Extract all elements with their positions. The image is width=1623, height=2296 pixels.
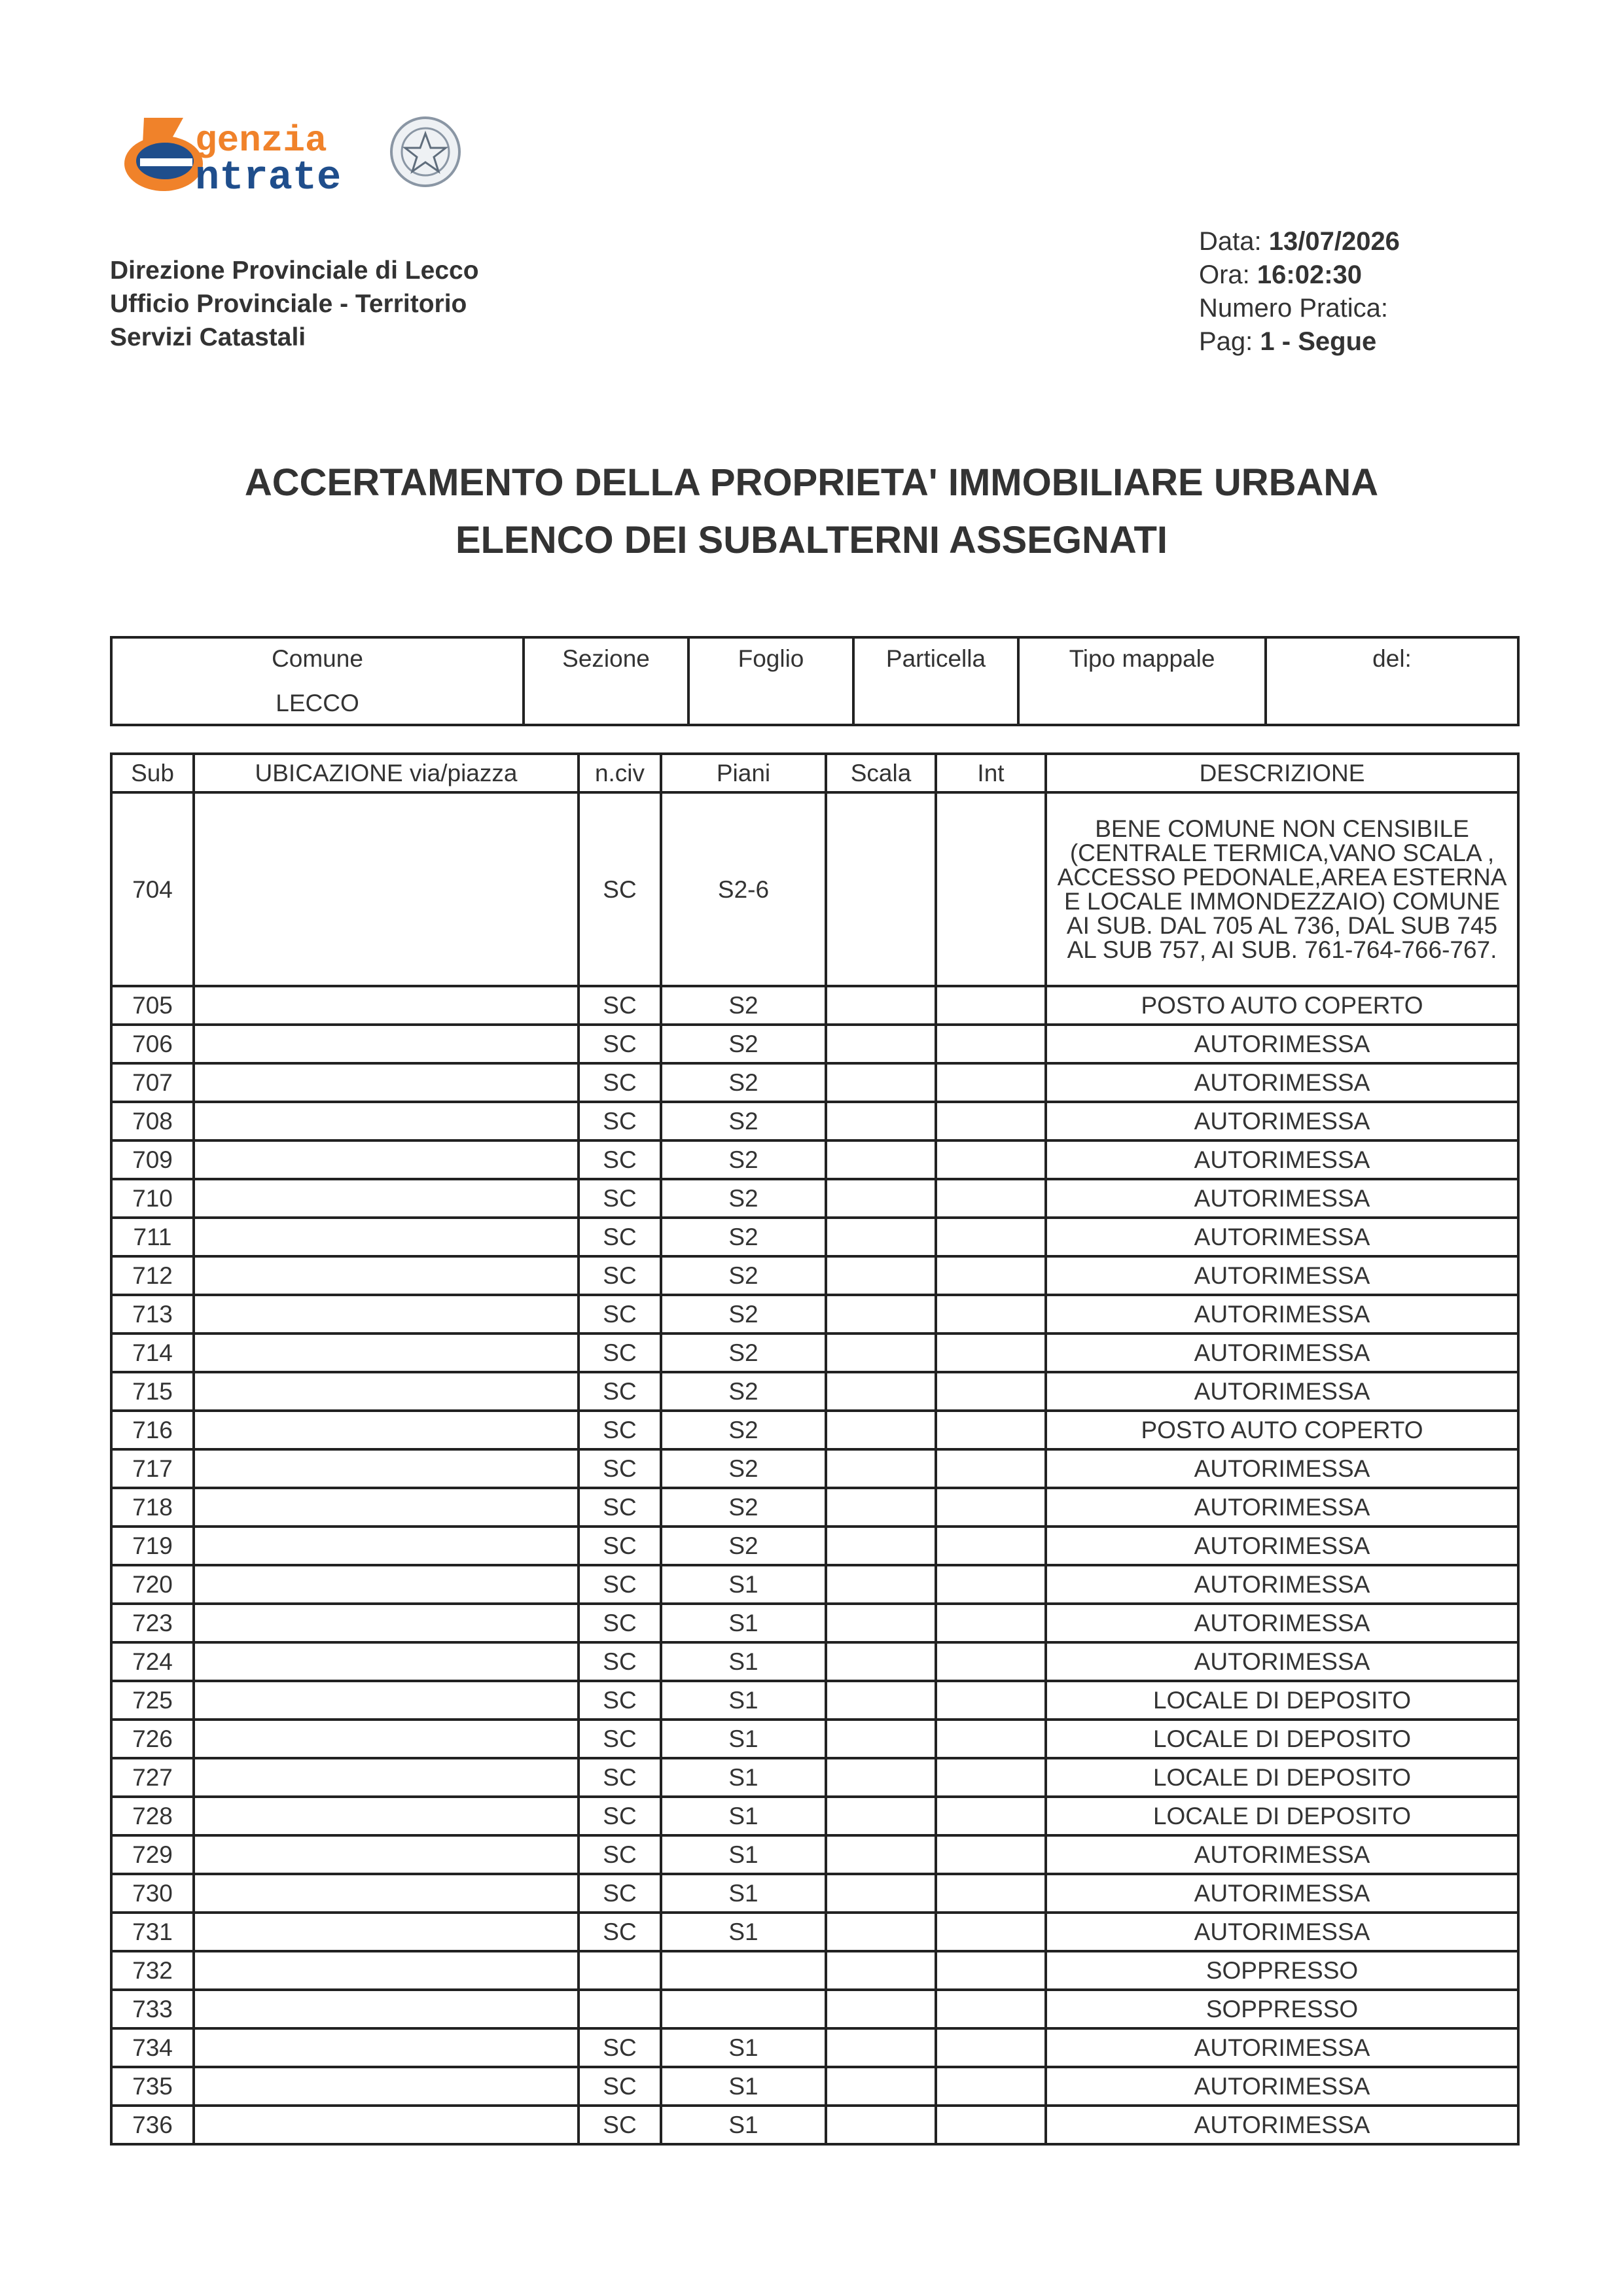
sub-cell: 716	[111, 1411, 194, 1449]
nciv-cell: SC	[579, 1449, 661, 1488]
table-row	[111, 1411, 1518, 1449]
piani-cell: S2	[661, 1488, 826, 1527]
particella-label: Particella	[885, 645, 986, 672]
col-ubicazione-header: UBICAZIONE via/piazza	[194, 754, 579, 792]
piani-cell: S1	[661, 1758, 826, 1797]
piani-cell: S1	[661, 1797, 826, 1835]
scala-cell	[826, 2106, 936, 2144]
piani-cell: S2	[661, 1411, 826, 1449]
descrizione-cell: AUTORIMESSA	[1046, 1179, 1518, 1218]
nciv-cell: SC	[579, 1025, 661, 1063]
table-row	[111, 1527, 1518, 1565]
ubicazione-cell	[194, 1449, 579, 1488]
foglio-label: Foglio	[738, 645, 804, 672]
piani-cell: S2	[661, 1140, 826, 1179]
sezione-cell	[524, 637, 688, 725]
table-row	[111, 2106, 1518, 2144]
ubicazione-cell	[194, 2106, 579, 2144]
sub-cell: 709	[111, 1140, 194, 1179]
table-header-row	[111, 754, 1518, 792]
table-row	[111, 1218, 1518, 1256]
tipo-mappale-label: Tipo mappale	[1069, 645, 1215, 672]
nciv-cell: SC	[579, 1874, 661, 1913]
foglio-cell	[688, 637, 853, 725]
nciv-cell: SC	[579, 1797, 661, 1835]
document-title	[0, 454, 1623, 569]
scala-cell	[826, 1951, 936, 1990]
ubicazione-cell	[194, 1758, 579, 1797]
piani-cell: S2	[661, 1063, 826, 1102]
descrizione-cell: SOPPRESSO	[1046, 1990, 1518, 2028]
descrizione-cell: AUTORIMESSA	[1046, 1333, 1518, 1372]
sub-cell: 720	[111, 1565, 194, 1604]
title-line-1: ACCERTAMENTO DELLA PROPRIETA' IMMOBILIARE URBANA	[244, 461, 1379, 504]
piani-cell: S1	[661, 2106, 826, 2144]
sub-cell: 727	[111, 1758, 194, 1797]
date-label: Data:	[1199, 227, 1262, 256]
ubicazione-cell	[194, 1720, 579, 1758]
agenzia-entrate-logo	[118, 105, 471, 209]
table-row	[111, 1681, 1518, 1720]
nciv-cell: SC	[579, 1372, 661, 1411]
time-value: 16:02:30	[1257, 260, 1363, 289]
sub-cell: 704	[111, 792, 194, 986]
ubicazione-cell	[194, 1642, 579, 1681]
piani-cell: S2	[661, 1449, 826, 1488]
nciv-cell: SC	[579, 1295, 661, 1333]
nciv-cell: SC	[579, 1333, 661, 1372]
ubicazione-cell	[194, 1797, 579, 1835]
int-cell	[936, 1256, 1046, 1295]
piani-cell: S1	[661, 1835, 826, 1874]
scala-cell	[826, 1488, 936, 1527]
sub-cell: 724	[111, 1642, 194, 1681]
ubicazione-cell	[194, 1411, 579, 1449]
nciv-cell: SC	[579, 1256, 661, 1295]
del-label: del:	[1372, 645, 1412, 672]
int-cell	[936, 792, 1046, 986]
ubicazione-cell	[194, 1835, 579, 1874]
nciv-cell: SC	[579, 1642, 661, 1681]
piani-cell: S2-6	[661, 792, 826, 986]
int-cell	[936, 2028, 1046, 2067]
ubicazione-cell	[194, 1951, 579, 1990]
nciv-cell: SC	[579, 1218, 661, 1256]
piani-cell: S1	[661, 1565, 826, 1604]
sub-cell: 730	[111, 1874, 194, 1913]
sub-cell: 728	[111, 1797, 194, 1835]
int-cell	[936, 1604, 1046, 1642]
descrizione-cell: POSTO AUTO COPERTO	[1046, 1411, 1518, 1449]
nciv-cell: SC	[579, 1720, 661, 1758]
piani-cell: S1	[661, 1642, 826, 1681]
comune-value: LECCO	[276, 690, 359, 716]
ubicazione-cell	[194, 1179, 579, 1218]
tipo-mappale-cell	[1018, 637, 1266, 725]
int-cell	[936, 1372, 1046, 1411]
sub-cell: 713	[111, 1295, 194, 1333]
nciv-cell: SC	[579, 1102, 661, 1140]
scala-cell	[826, 2067, 936, 2106]
nciv-cell: SC	[579, 1527, 661, 1565]
sub-cell: 723	[111, 1604, 194, 1642]
descrizione-cell: AUTORIMESSA	[1046, 1565, 1518, 1604]
nciv-cell: SC	[579, 1411, 661, 1449]
table-row	[111, 1102, 1518, 1140]
int-cell	[936, 986, 1046, 1025]
int-cell	[936, 1720, 1046, 1758]
ubicazione-cell	[194, 1218, 579, 1256]
nciv-cell	[579, 1990, 661, 2028]
int-cell	[936, 1681, 1046, 1720]
logo-text-top: genzia	[195, 120, 327, 162]
scala-cell	[826, 1179, 936, 1218]
sub-cell: 714	[111, 1333, 194, 1372]
sub-cell: 719	[111, 1527, 194, 1565]
sub-cell: 705	[111, 986, 194, 1025]
nciv-cell: SC	[579, 1063, 661, 1102]
table-row	[111, 1565, 1518, 1604]
table-row	[111, 1642, 1518, 1681]
sub-cell: 708	[111, 1102, 194, 1140]
int-cell	[936, 2106, 1046, 2144]
table-row	[111, 1604, 1518, 1642]
ubicazione-cell	[194, 986, 579, 1025]
descrizione-cell: AUTORIMESSA	[1046, 1449, 1518, 1488]
table-row	[111, 1797, 1518, 1835]
ubicazione-cell	[194, 1604, 579, 1642]
scala-cell	[826, 1797, 936, 1835]
piani-cell: S1	[661, 1874, 826, 1913]
piani-cell: S1	[661, 2028, 826, 2067]
sub-cell: 725	[111, 1681, 194, 1720]
col-scala-header: Scala	[826, 754, 936, 792]
piani-cell: S2	[661, 1025, 826, 1063]
col-descrizione-header: DESCRIZIONE	[1046, 754, 1518, 792]
ubicazione-cell	[194, 1488, 579, 1527]
ubicazione-cell	[194, 1063, 579, 1102]
office-line-3: Servizi Catastali	[110, 323, 306, 351]
table-row	[111, 1063, 1518, 1102]
comune-label: Comune	[272, 645, 363, 672]
scala-cell	[826, 1063, 936, 1102]
comune-cell	[111, 637, 524, 725]
descrizione-cell: LOCALE DI DEPOSITO	[1046, 1681, 1518, 1720]
piani-cell: S1	[661, 1604, 826, 1642]
piani-cell: S2	[661, 1256, 826, 1295]
sub-cell: 710	[111, 1179, 194, 1218]
table-row	[111, 1990, 1518, 2028]
page-label: Pag:	[1199, 327, 1253, 356]
particella-cell	[853, 637, 1018, 725]
italian-emblem-icon	[391, 118, 459, 186]
col-nciv-header: n.civ	[579, 754, 661, 792]
nciv-cell	[579, 1951, 661, 1990]
descrizione-cell: AUTORIMESSA	[1046, 1913, 1518, 1951]
scala-cell	[826, 1295, 936, 1333]
ubicazione-cell	[194, 1333, 579, 1372]
col-int-header: Int	[936, 754, 1046, 792]
scala-cell	[826, 1449, 936, 1488]
table-row	[111, 1449, 1518, 1488]
descrizione-cell: LOCALE DI DEPOSITO	[1046, 1720, 1518, 1758]
scala-cell	[826, 1642, 936, 1681]
nciv-cell: SC	[579, 1488, 661, 1527]
piani-cell: S2	[661, 1295, 826, 1333]
ubicazione-cell	[194, 1025, 579, 1063]
piani-cell	[661, 1951, 826, 1990]
ubicazione-cell	[194, 792, 579, 986]
descrizione-cell: POSTO AUTO COPERTO	[1046, 986, 1518, 1025]
date-value: 13/07/2026	[1268, 227, 1400, 256]
ubicazione-cell	[194, 1295, 579, 1333]
descrizione-cell: AUTORIMESSA	[1046, 2028, 1518, 2067]
table-row	[111, 986, 1518, 1025]
scala-cell	[826, 1565, 936, 1604]
sub-cell: 726	[111, 1720, 194, 1758]
ubicazione-cell	[194, 1565, 579, 1604]
scala-cell	[826, 1913, 936, 1951]
nciv-cell: SC	[579, 1681, 661, 1720]
del-cell	[1266, 637, 1518, 725]
scala-cell	[826, 1527, 936, 1565]
table-row	[111, 1758, 1518, 1797]
nciv-cell: SC	[579, 2028, 661, 2067]
table-row	[111, 1372, 1518, 1411]
logo-text-bottom: ntrate	[195, 154, 342, 201]
int-cell	[936, 1835, 1046, 1874]
scala-cell	[826, 1758, 936, 1797]
table-row	[111, 2028, 1518, 2067]
nciv-cell: SC	[579, 1758, 661, 1797]
nciv-cell: SC	[579, 1140, 661, 1179]
document-meta	[1199, 225, 1400, 359]
int-cell	[936, 1990, 1046, 2028]
sub-cell: 735	[111, 2067, 194, 2106]
piani-cell	[661, 1990, 826, 2028]
sub-cell: 712	[111, 1256, 194, 1295]
table-row	[111, 2067, 1518, 2106]
practice-label: Numero Pratica:	[1199, 294, 1388, 323]
table-row	[111, 1025, 1518, 1063]
scala-cell	[826, 1140, 936, 1179]
table-row	[111, 1835, 1518, 1874]
piani-cell: S1	[661, 1681, 826, 1720]
nciv-cell: SC	[579, 792, 661, 986]
descrizione-cell: AUTORIMESSA	[1046, 1140, 1518, 1179]
int-cell	[936, 1913, 1046, 1951]
scala-cell	[826, 1411, 936, 1449]
table-row	[111, 1333, 1518, 1372]
sub-cell: 734	[111, 2028, 194, 2067]
descrizione-cell: AUTORIMESSA	[1046, 1102, 1518, 1140]
int-cell	[936, 1449, 1046, 1488]
descrizione-cell: AUTORIMESSA	[1046, 2106, 1518, 2144]
sezione-label: Sezione	[562, 645, 650, 672]
sub-cell: 707	[111, 1063, 194, 1102]
table-row	[111, 1488, 1518, 1527]
col-piani-header: Piani	[661, 754, 826, 792]
int-cell	[936, 2067, 1046, 2106]
int-cell	[936, 1758, 1046, 1797]
int-cell	[936, 1102, 1046, 1140]
ubicazione-cell	[194, 1102, 579, 1140]
sub-cell: 729	[111, 1835, 194, 1874]
piani-cell: S2	[661, 1333, 826, 1372]
scala-cell	[826, 1604, 936, 1642]
piani-cell: S2	[661, 1527, 826, 1565]
ubicazione-cell	[194, 1256, 579, 1295]
int-cell	[936, 1295, 1046, 1333]
sub-cell: 733	[111, 1990, 194, 2028]
int-cell	[936, 1411, 1046, 1449]
sub-cell: 736	[111, 2106, 194, 2144]
scala-cell	[826, 1681, 936, 1720]
int-cell	[936, 1179, 1046, 1218]
sub-cell: 717	[111, 1449, 194, 1488]
int-cell	[936, 1218, 1046, 1256]
table-row	[111, 1140, 1518, 1179]
scala-cell	[826, 1990, 936, 2028]
nciv-cell: SC	[579, 2106, 661, 2144]
descrizione-cell: AUTORIMESSA	[1046, 1295, 1518, 1333]
scala-cell	[826, 1102, 936, 1140]
descrizione-cell: AUTORIMESSA	[1046, 1604, 1518, 1642]
page-value: 1 - Segue	[1260, 327, 1377, 356]
table-row	[111, 1720, 1518, 1758]
descrizione-cell: AUTORIMESSA	[1046, 1527, 1518, 1565]
scala-cell	[826, 1372, 936, 1411]
piani-cell: S1	[661, 2067, 826, 2106]
scala-cell	[826, 1720, 936, 1758]
table-row	[111, 1256, 1518, 1295]
int-cell	[936, 1874, 1046, 1913]
ubicazione-cell	[194, 2028, 579, 2067]
nciv-cell: SC	[579, 2067, 661, 2106]
scala-cell	[826, 986, 936, 1025]
piani-cell: S2	[661, 986, 826, 1025]
scala-cell	[826, 2028, 936, 2067]
int-cell	[936, 1063, 1046, 1102]
col-sub-header: Sub	[111, 754, 194, 792]
cadastral-header-table	[110, 636, 1520, 726]
descrizione-cell: LOCALE DI DEPOSITO	[1046, 1797, 1518, 1835]
ubicazione-cell	[194, 1990, 579, 2028]
nciv-cell: SC	[579, 1604, 661, 1642]
descrizione-cell: AUTORIMESSA	[1046, 1025, 1518, 1063]
office-line-1: Direzione Provinciale di Lecco	[110, 256, 479, 285]
table-row	[111, 1179, 1518, 1218]
sub-cell: 718	[111, 1488, 194, 1527]
title-line-2: ELENCO DEI SUBALTERNI ASSEGNATI	[455, 519, 1168, 561]
piani-cell: S2	[661, 1372, 826, 1411]
descrizione-cell: AUTORIMESSA	[1046, 1256, 1518, 1295]
nciv-cell: SC	[579, 1179, 661, 1218]
int-cell	[936, 1642, 1046, 1681]
table-row	[111, 1295, 1518, 1333]
table-row	[111, 1951, 1518, 1990]
sub-cell: 706	[111, 1025, 194, 1063]
piani-cell: S2	[661, 1179, 826, 1218]
piani-cell: S2	[661, 1218, 826, 1256]
sub-cell: 711	[111, 1218, 194, 1256]
scala-cell	[826, 792, 936, 986]
nciv-cell: SC	[579, 1913, 661, 1951]
descrizione-cell: AUTORIMESSA	[1046, 2067, 1518, 2106]
office-line-2: Ufficio Provinciale - Territorio	[110, 290, 467, 318]
int-cell	[936, 1140, 1046, 1179]
ubicazione-cell	[194, 2067, 579, 2106]
piani-cell: S1	[661, 1913, 826, 1951]
sub-cell: 732	[111, 1951, 194, 1990]
descrizione-cell: AUTORIMESSA	[1046, 1874, 1518, 1913]
table-row	[111, 1913, 1518, 1951]
descrizione-cell: AUTORIMESSA	[1046, 1642, 1518, 1681]
descrizione-cell: LOCALE DI DEPOSITO	[1046, 1758, 1518, 1797]
ubicazione-cell	[194, 1527, 579, 1565]
scala-cell	[826, 1025, 936, 1063]
int-cell	[936, 1797, 1046, 1835]
descrizione-cell: AUTORIMESSA	[1046, 1063, 1518, 1102]
descrizione-cell: AUTORIMESSA	[1046, 1835, 1518, 1874]
scala-cell	[826, 1835, 936, 1874]
int-cell	[936, 1951, 1046, 1990]
descrizione-cell: SOPPRESSO	[1046, 1951, 1518, 1990]
ubicazione-cell	[194, 1140, 579, 1179]
nciv-cell: SC	[579, 986, 661, 1025]
nciv-cell: SC	[579, 1565, 661, 1604]
scala-cell	[826, 1256, 936, 1295]
descrizione-cell: AUTORIMESSA	[1046, 1372, 1518, 1411]
ubicazione-cell	[194, 1372, 579, 1411]
time-label: Ora:	[1199, 260, 1250, 289]
sub-cell: 731	[111, 1913, 194, 1951]
int-cell	[936, 1527, 1046, 1565]
scala-cell	[826, 1874, 936, 1913]
ubicazione-cell	[194, 1874, 579, 1913]
scala-cell	[826, 1333, 936, 1372]
nciv-cell: SC	[579, 1835, 661, 1874]
piani-cell: S2	[661, 1102, 826, 1140]
ubicazione-cell	[194, 1681, 579, 1720]
table-row	[111, 1874, 1518, 1913]
int-cell	[936, 1565, 1046, 1604]
scala-cell	[826, 1218, 936, 1256]
int-cell	[936, 1025, 1046, 1063]
int-cell	[936, 1488, 1046, 1527]
office-block	[110, 254, 479, 354]
int-cell	[936, 1333, 1046, 1372]
descrizione-cell: BENE COMUNE NON CENSIBILE (CENTRALE TERMICA,VANO SCALA , ACCESSO PEDONALE,AREA ESTERNA E LOCALE IMMONDEZZAIO) COMUNE AI SUB. DAL 705 AL 736, DAL SUB 745 AL SUB 757, AI SUB. 761-764-766-767.	[1046, 792, 1518, 986]
sub-cell: 715	[111, 1372, 194, 1411]
subalterni-table	[110, 752, 1520, 2146]
table-row	[111, 792, 1518, 986]
descrizione-cell: AUTORIMESSA	[1046, 1218, 1518, 1256]
ubicazione-cell	[194, 1913, 579, 1951]
descrizione-cell: AUTORIMESSA	[1046, 1488, 1518, 1527]
piani-cell: S1	[661, 1720, 826, 1758]
